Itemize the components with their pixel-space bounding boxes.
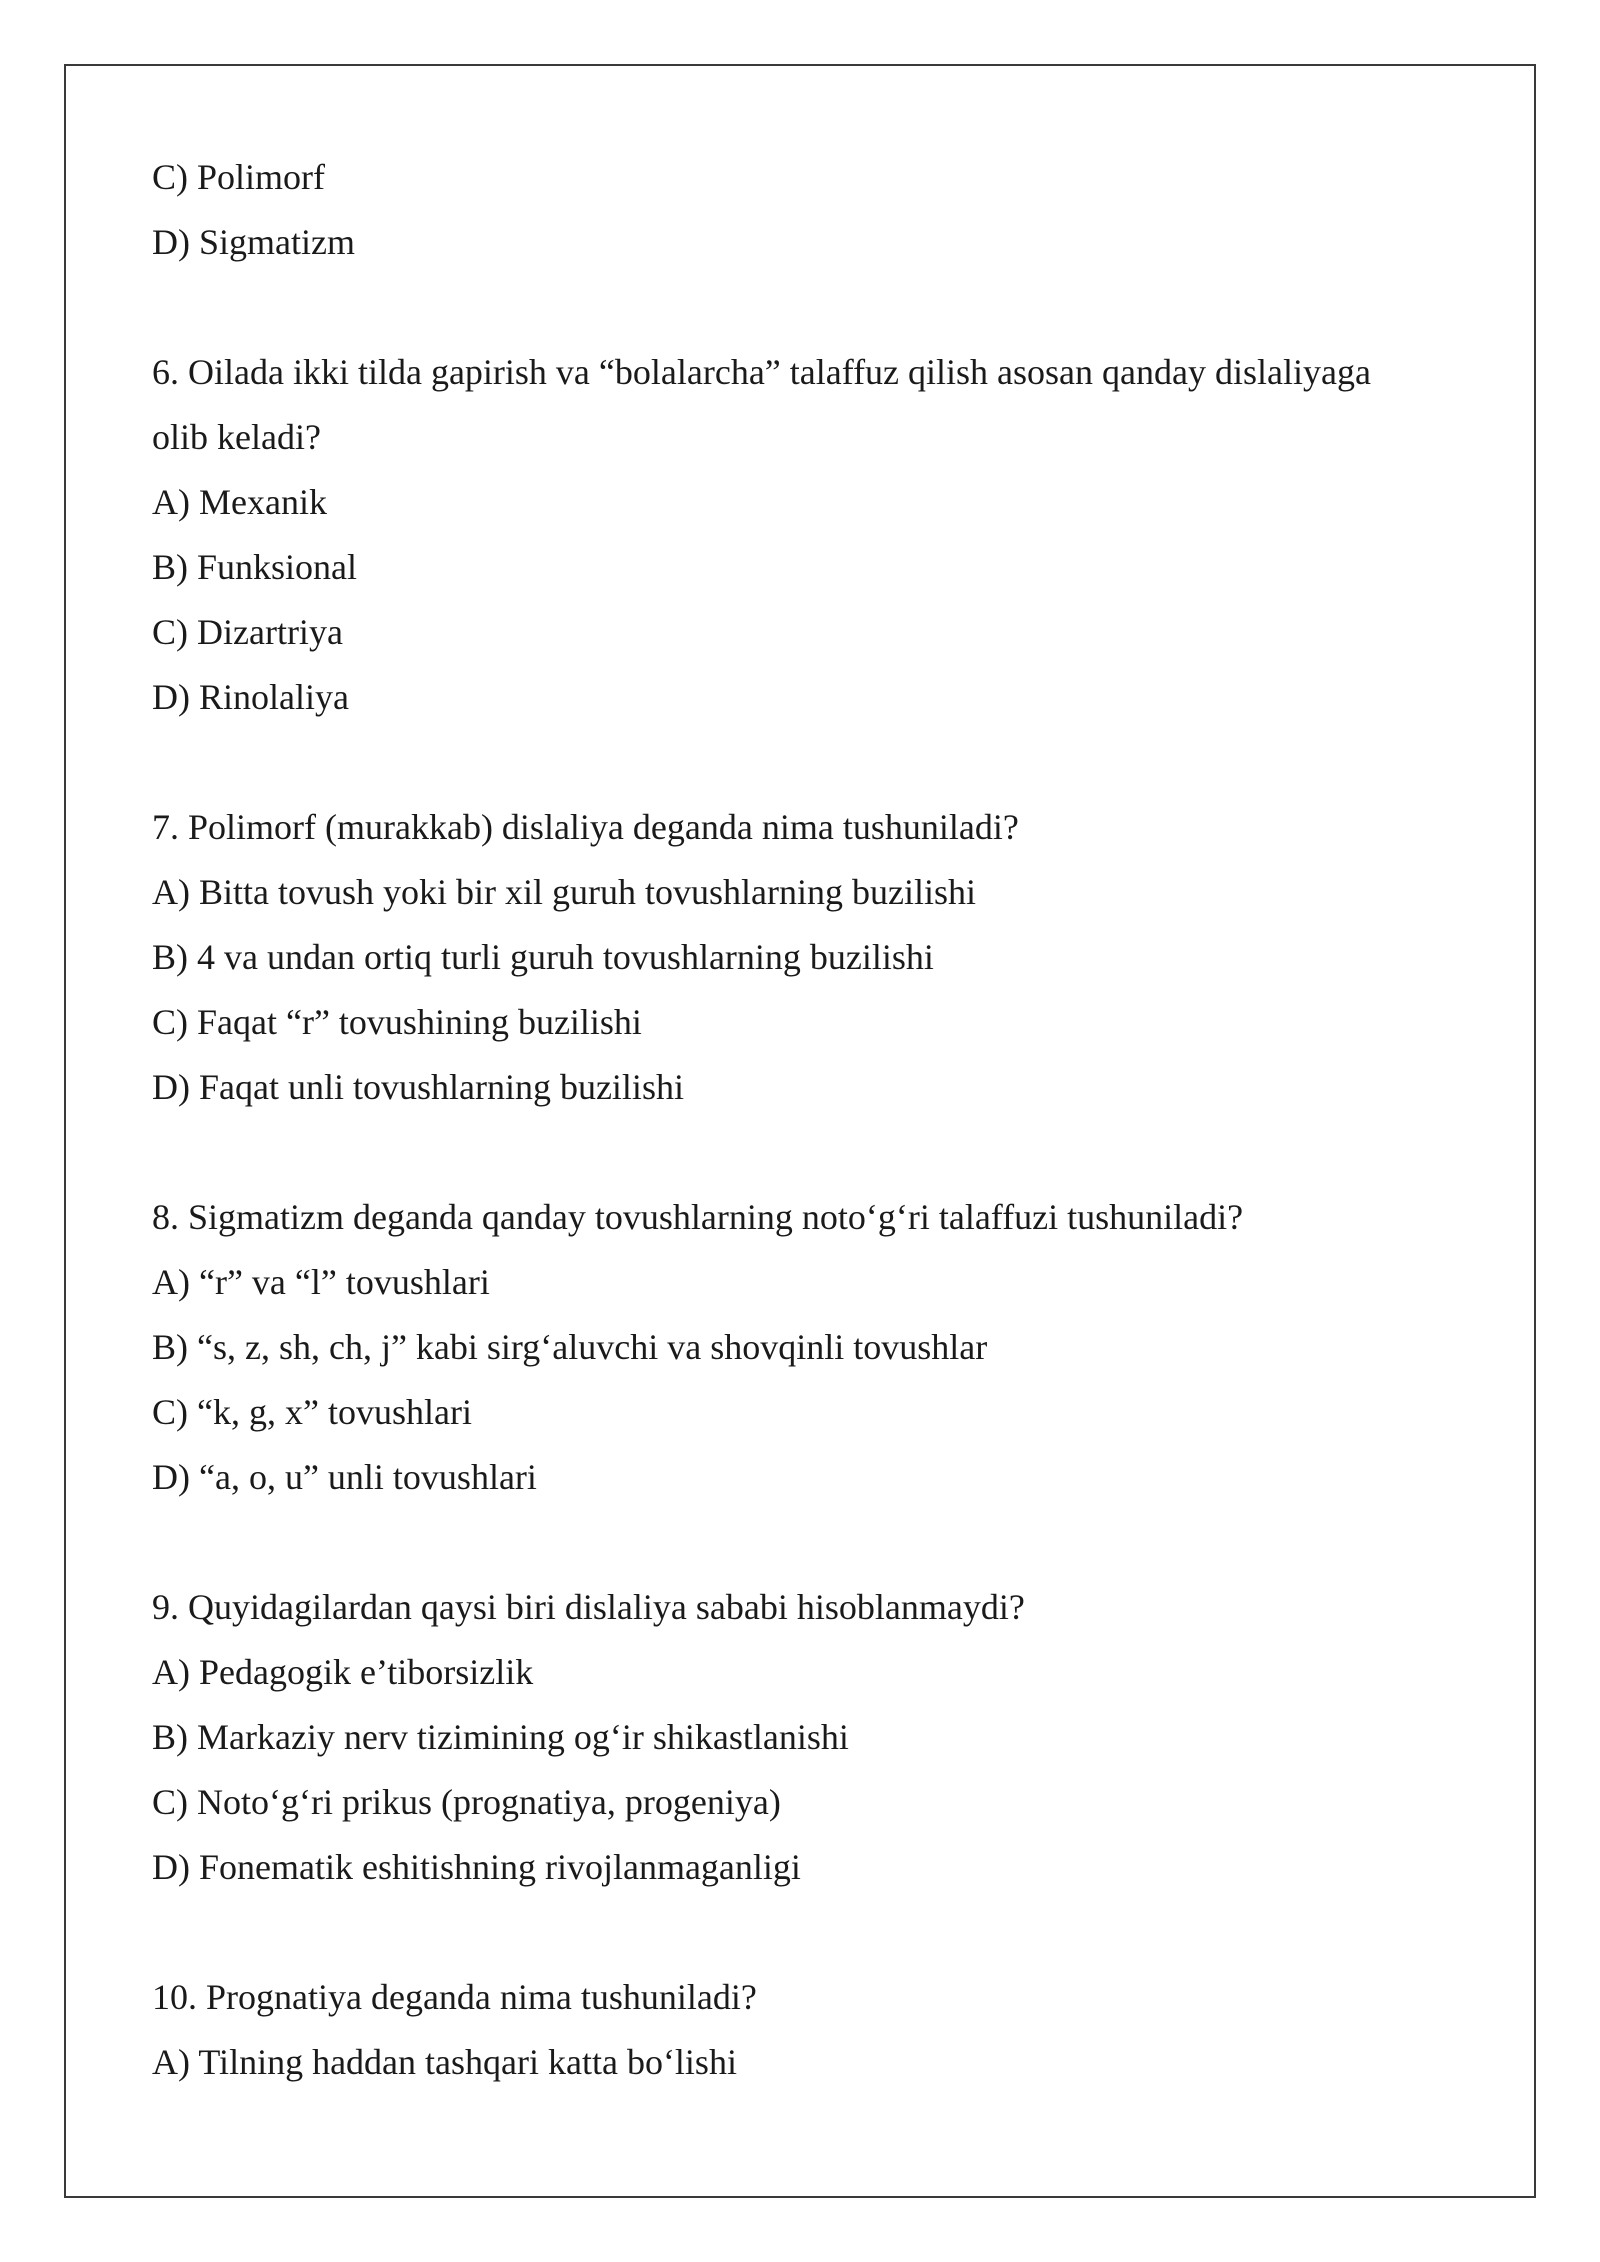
option-d: D) Sigmatizm	[152, 222, 355, 262]
option-d: D) Fonematik eshitishning rivojlanmaganligi	[152, 1847, 801, 1887]
option-b: B) 4 va undan ortiq turli guruh tovushlarning buzilishi	[152, 937, 934, 977]
spacer	[152, 730, 1452, 795]
question-7	[152, 795, 1452, 1120]
question-8	[152, 1185, 1452, 1510]
spacer	[152, 1120, 1452, 1185]
question-text: 7. Polimorf (murakkab) dislaliya deganda nima tushuniladi?	[152, 807, 1019, 847]
question-text: 8. Sigmatizm deganda qanday tovushlarning noto‘g‘ri talaffuzi tushuniladi?	[152, 1197, 1244, 1237]
question-text-continued: olib keladi?	[152, 417, 321, 457]
option-b: B) Markaziy nerv tizimining og‘ir shikastlanishi	[152, 1717, 849, 1757]
question-text: 9. Quyidagilardan qaysi biri dislaliya sababi hisoblanmaydi?	[152, 1587, 1025, 1627]
option-d: D) “a, o, u” unli tovushlari	[152, 1457, 537, 1497]
option-c: C) Dizartriya	[152, 612, 343, 652]
option-c: C) Noto‘g‘ri prikus (prognatiya, progeniya)	[152, 1782, 781, 1822]
option-b: B) “s, z, sh, ch, j” kabi sirg‘aluvchi va shovqinli tovushlar	[152, 1327, 988, 1367]
question-9	[152, 1575, 1452, 1900]
question-6	[152, 340, 1452, 730]
spacer	[152, 1900, 1452, 1965]
option-c: C) Polimorf	[152, 157, 326, 197]
option-d: D) Rinolaliya	[152, 677, 349, 717]
previous-question-options	[152, 145, 1452, 275]
option-a: A) Mexanik	[152, 482, 327, 522]
spacer	[152, 275, 1452, 340]
question-text: 10. Prognatiya deganda nima tushuniladi?	[152, 1977, 757, 2017]
option-c: C) “k, g, x” tovushlari	[152, 1392, 472, 1432]
option-a: A) Bitta tovush yoki bir xil guruh tovushlarning buzilishi	[152, 872, 976, 912]
option-a: A) Tilning haddan tashqari katta bo‘lishi	[152, 2042, 737, 2082]
option-c: C) Faqat “r” tovushining buzilishi	[152, 1002, 642, 1042]
option-d: D) Faqat unli tovushlarning buzilishi	[152, 1067, 684, 1107]
option-a: A) “r” va “l” tovushlari	[152, 1262, 490, 1302]
spacer	[152, 1510, 1452, 1575]
question-10	[152, 1965, 1452, 2095]
document-body	[152, 145, 1452, 2095]
question-text: 6. Oilada ikki tilda gapirish va “bolalarcha” talaffuz qilish asosan qanday dislaliyaga	[152, 352, 1371, 392]
option-b: B) Funksional	[152, 547, 358, 587]
option-a: A) Pedagogik e’tiborsizlik	[152, 1652, 534, 1692]
